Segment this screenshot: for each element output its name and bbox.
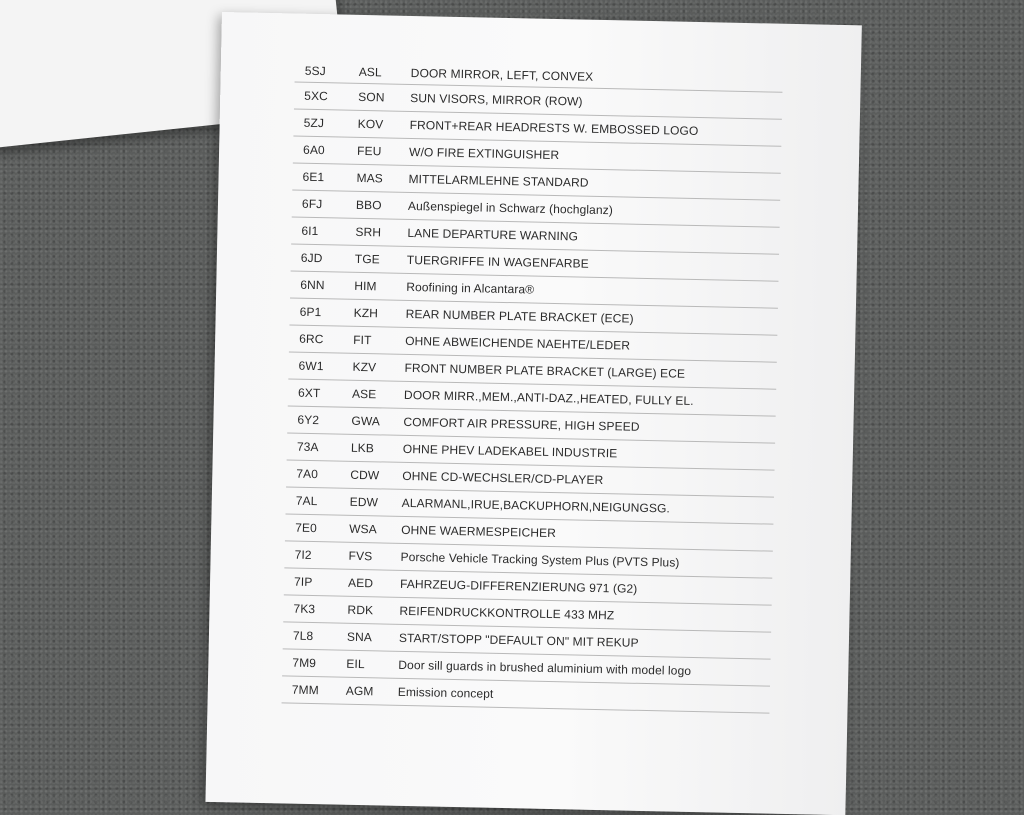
document-sheet: [205, 12, 861, 815]
option-description: DOOR MIRR.,MEM.,ANTI-DAZ.,HEATED, FULLY EL.: [403, 387, 694, 408]
option-abbr: CDW: [350, 467, 380, 483]
option-code: 73A: [296, 439, 319, 455]
option-description: FRONT NUMBER PLATE BRACKET (LARGE) ECE: [404, 360, 686, 381]
option-code: 6E1: [302, 169, 325, 185]
option-description: COMFORT AIR PRESSURE, HIGH SPEED: [403, 414, 640, 434]
option-description: DOOR MIRROR, LEFT, CONVEX: [410, 65, 594, 84]
option-abbr: MAS: [356, 170, 384, 186]
option-abbr: TGE: [354, 251, 380, 267]
option-code: 5XC: [304, 88, 329, 104]
option-abbr: AGM: [345, 683, 374, 699]
option-code: 6RC: [299, 331, 324, 347]
option-code: 5ZJ: [303, 115, 325, 131]
option-code: 7M9: [292, 655, 317, 671]
option-abbr: KOV: [357, 116, 384, 132]
option-description: Emission concept: [397, 684, 494, 701]
option-abbr: EDW: [349, 494, 379, 510]
option-abbr: BBO: [355, 197, 382, 213]
option-code: 6W1: [298, 358, 324, 374]
option-code: 6FJ: [301, 196, 323, 212]
option-abbr: ASL: [358, 64, 382, 80]
option-abbr: HIM: [354, 278, 377, 294]
option-description: Door sill guards in brushed aluminium with model logo: [398, 657, 692, 678]
option-code: 6I1: [301, 223, 319, 239]
option-description: REAR NUMBER PLATE BRACKET (ECE): [405, 306, 634, 326]
option-code: 6A0: [302, 142, 325, 158]
option-description: TUERGRIFFE IN WAGENFARBE: [406, 252, 589, 271]
option-abbr: ASE: [351, 386, 377, 402]
option-description: SUN VISORS, MIRROR (ROW): [410, 90, 583, 109]
option-description: W/O FIRE EXTINGUISHER: [408, 144, 560, 163]
option-code: 7IP: [293, 574, 313, 590]
option-code: 6P1: [299, 304, 322, 320]
option-code: 7L8: [292, 628, 314, 644]
option-description: FAHRZEUG-DIFFERENZIERUNG 971 (G2): [399, 576, 638, 596]
option-code: 5SJ: [304, 63, 326, 79]
option-code: 6JD: [300, 250, 323, 266]
option-description: START/STOPP "DEFAULT ON" MIT REKUP: [398, 630, 639, 650]
option-code: 6NN: [300, 277, 325, 293]
option-code: 7K3: [293, 601, 316, 617]
option-abbr: KZH: [353, 305, 379, 321]
option-description: OHNE CD-WECHSLER/CD-PLAYER: [402, 468, 604, 488]
option-abbr: GWA: [351, 413, 381, 429]
options-table: [282, 60, 783, 714]
option-description: REIFENDRUCKKONTROLLE 433 MHZ: [399, 603, 615, 623]
option-code: 6Y2: [297, 412, 320, 428]
option-code: 7I2: [294, 547, 312, 562]
option-description: Roofining in Alcantara®: [406, 279, 535, 297]
option-description: OHNE WAERMESPEICHER: [401, 522, 557, 541]
option-abbr: SNA: [346, 629, 373, 645]
option-code: 6XT: [297, 385, 321, 401]
option-description: MITTELARMLEHNE STANDARD: [408, 171, 589, 190]
option-description: OHNE PHEV LADEKABEL INDUSTRIE: [402, 441, 618, 461]
option-abbr: RDK: [347, 602, 374, 618]
option-abbr: FEU: [356, 143, 382, 159]
option-abbr: SON: [358, 89, 385, 105]
option-description: ALARMANL,IRUE,BACKUPHORN,NEIGUNGSG.: [401, 495, 671, 516]
option-abbr: KZV: [352, 359, 377, 375]
option-abbr: WSA: [349, 521, 377, 537]
option-description: Porsche Vehicle Tracking System Plus (PVTS Plus): [400, 549, 680, 570]
option-code: 7MM: [291, 682, 319, 698]
option-description: FRONT+REAR HEADRESTS W. EMBOSSED LOGO: [409, 117, 699, 139]
option-abbr: SRH: [355, 224, 382, 240]
option-description: Außenspiegel in Schwarz (hochglanz): [407, 198, 614, 218]
option-code: 7E0: [295, 520, 318, 536]
option-description: OHNE ABWEICHENDE NAEHTE/LEDER: [405, 333, 631, 353]
option-abbr: AED: [347, 575, 374, 591]
option-abbr: LKB: [350, 440, 375, 456]
option-code: 7A0: [296, 466, 319, 482]
option-abbr: EIL: [346, 656, 365, 672]
option-abbr: FIT: [353, 332, 372, 348]
option-description: LANE DEPARTURE WARNING: [407, 225, 579, 244]
option-abbr: FVS: [348, 548, 373, 564]
option-code: 7AL: [295, 493, 318, 509]
